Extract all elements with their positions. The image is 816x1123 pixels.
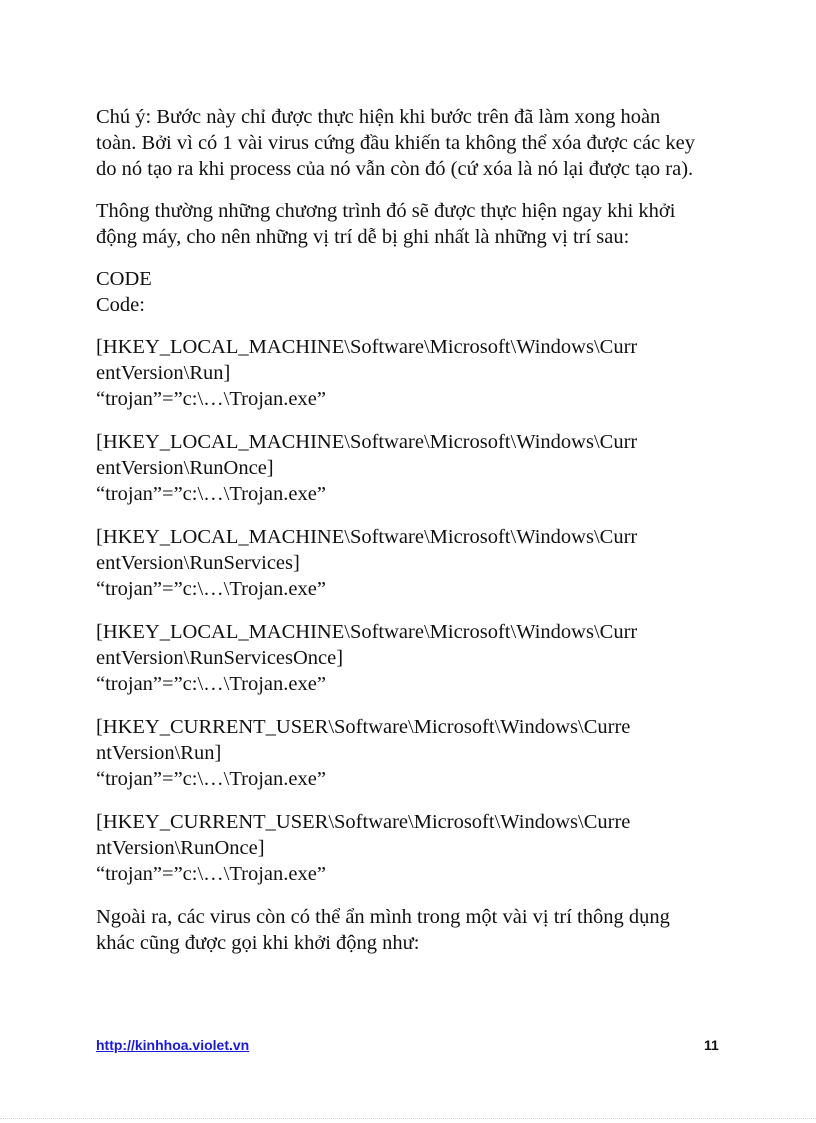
- text-line: Thông thường những chương trình đó sẽ được thực hiện ngay khi khởi: [96, 200, 676, 222]
- registry-key-line: ntVersion\RunOnce]: [96, 837, 265, 859]
- registry-key-line: [HKEY_CURRENT_USER\Software\Microsoft\Windows\Curre: [96, 716, 631, 738]
- outro-paragraph: [96, 904, 736, 956]
- registry-entry: [96, 809, 736, 887]
- registry-entry: [96, 429, 736, 507]
- registry-entry: [96, 334, 736, 412]
- registry-value-line: “trojan”=”c:\…\Trojan.exe”: [96, 483, 326, 505]
- registry-entry: [96, 714, 736, 792]
- text-line: do nó tạo ra khi process của nó vẫn còn đó (cứ xóa là nó lại được tạo ra).: [96, 158, 694, 180]
- page-number: 11: [704, 1037, 719, 1053]
- page-content: [96, 104, 736, 972]
- code-header: [96, 266, 736, 318]
- registry-key-line: entVersion\RunServicesOnce]: [96, 647, 344, 669]
- registry-key-line: ntVersion\Run]: [96, 742, 222, 764]
- registry-key-line: [HKEY_CURRENT_USER\Software\Microsoft\Windows\Curre: [96, 811, 631, 833]
- code-label: CODE: [96, 268, 152, 290]
- text-line: khác cũng được gọi khi khởi động như:: [96, 932, 420, 954]
- text-line: Ngoài ra, các virus còn có thể ẩn mình trong một vài vị trí thông dụng: [96, 906, 670, 928]
- registry-key-line: [HKEY_LOCAL_MACHINE\Software\Microsoft\Windows\Curr: [96, 621, 638, 643]
- registry-key-line: [HKEY_LOCAL_MACHINE\Software\Microsoft\Windows\Curr: [96, 526, 638, 548]
- registry-value-line: “trojan”=”c:\…\Trojan.exe”: [96, 768, 326, 790]
- registry-key-line: entVersion\Run]: [96, 362, 231, 384]
- registry-value-line: “trojan”=”c:\…\Trojan.exe”: [96, 863, 326, 885]
- registry-key-line: [HKEY_LOCAL_MACHINE\Software\Microsoft\Windows\Curr: [96, 431, 638, 453]
- registry-entry: [96, 524, 736, 602]
- text-line: động máy, cho nên những vị trí dễ bị ghi nhất là những vị trí sau:: [96, 226, 630, 248]
- registry-key-line: entVersion\RunOnce]: [96, 457, 274, 479]
- registry-value-line: “trojan”=”c:\…\Trojan.exe”: [96, 673, 326, 695]
- code-sublabel: Code:: [96, 294, 145, 316]
- startup-paragraph: [96, 198, 736, 250]
- registry-value-line: “trojan”=”c:\…\Trojan.exe”: [96, 578, 326, 600]
- registry-key-line: entVersion\RunServices]: [96, 552, 300, 574]
- page-divider: [0, 1118, 816, 1119]
- registry-key-line: [HKEY_LOCAL_MACHINE\Software\Microsoft\Windows\Curr: [96, 336, 638, 358]
- footer-website-link[interactable]: http://kinhhoa.violet.vn: [96, 1037, 250, 1053]
- registry-entry: [96, 619, 736, 697]
- text-line: toàn. Bởi vì có 1 vài virus cứng đầu khiến ta không thể xóa được các key: [96, 132, 695, 154]
- text-line: Chú ý: Bước này chỉ được thực hiện khi bước trên đã làm xong hoàn: [96, 106, 661, 128]
- registry-value-line: “trojan”=”c:\…\Trojan.exe”: [96, 388, 326, 410]
- note-paragraph: [96, 104, 736, 182]
